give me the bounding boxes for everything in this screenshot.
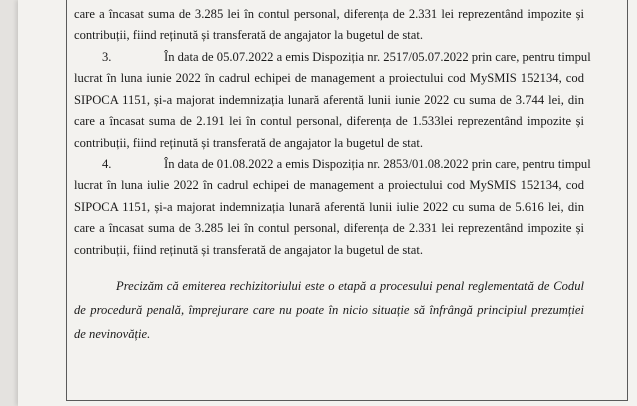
list-item-3: [74, 47, 591, 154]
text-line: care a încasat suma de 2.191 lei în contul personal, diferența de 1.533lei reprezentând impozite și: [74, 114, 584, 129]
text-line: Precizăm că emiterea rechizitoriului este o etapă a procesului penal reglementată de Codul: [116, 279, 584, 293]
list-item-first-line: [74, 154, 591, 175]
list-item-4: [74, 154, 591, 261]
list-number: 4.: [102, 157, 112, 171]
text-line: care a încasat suma de 3.285 lei în contul personal, diferența de 2.331 lei reprezentând impozite și: [74, 7, 584, 21]
closing-paragraph: [74, 274, 584, 346]
text-line: de procedură penală, împrejurare care nu poate în nicio situație să înfrângă principiul prezumției: [74, 303, 584, 317]
text-line: contribuții, fiind reținută și transferată de angajator la bugetul de stat.: [74, 135, 424, 150]
text-line: În data de 05.07.2022 a emis Dispoziția nr. 2517/05.07.2022 prin care, pentru timpul: [164, 50, 591, 64]
text-line: SIPOCA 1151, și-a majorat indemnizația lunară aferentă lunii iunie 2022 cu suma de 3.744 lei, din: [74, 92, 584, 107]
list-number: 3.: [102, 50, 112, 64]
text-line: contribuții, fiind reținută și transferată de angajator la bugetul de stat.: [74, 242, 424, 257]
text-line: SIPOCA 1151, și-a majorat indemnizația lunară aferentă lunii iulie 2022 cu suma de 5.616 lei, din: [74, 199, 584, 214]
text-line: În data de 01.08.2022 a emis Dispoziția nr. 2853/01.08.2022 prin care, pentru timpul: [164, 157, 591, 171]
text-line: de nevinovăție.: [74, 327, 151, 341]
paragraph-top: [74, 4, 584, 47]
text-line: care a încasat suma de 3.285 lei în contul personal, diferența de 2.331 lei reprezentând impozite și: [74, 221, 584, 236]
text-line: contribuții, fiind reținută și transferată de angajator la bugetul de stat.: [74, 28, 424, 43]
text-line: lucrat în luna iunie 2022 în cadrul echipei de management a proiectului cod MySMIS 152134, cod: [74, 71, 584, 86]
text-line: lucrat în luna iulie 2022 în cadrul echipei de management a proiectului cod MySMIS 152134, cod: [74, 178, 584, 193]
list-item-first-line: [74, 47, 591, 68]
